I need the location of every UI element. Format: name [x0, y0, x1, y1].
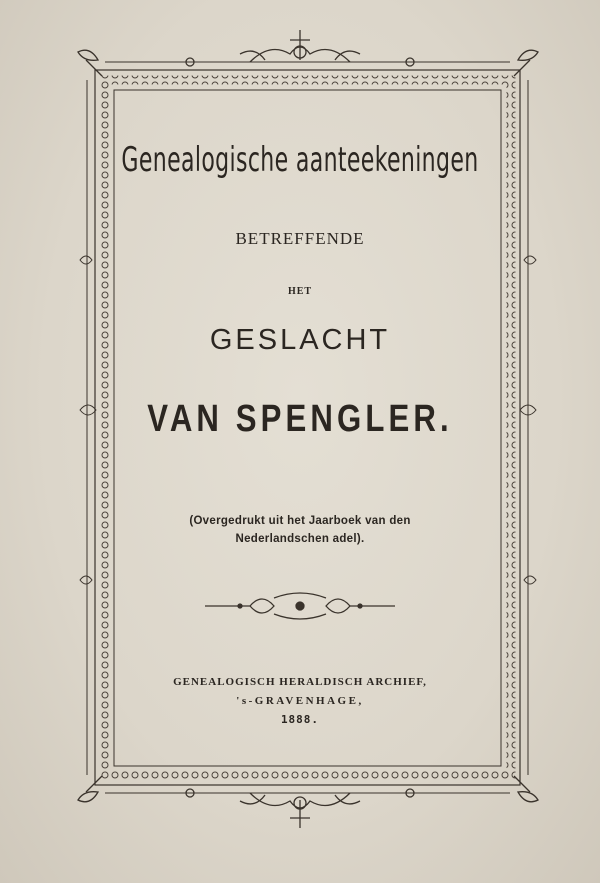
family-name: VAN SPENGLER.: [147, 398, 453, 440]
publication-year: 1888.: [280, 713, 320, 726]
publisher-name: GENEALOGISCH HERALDISCH ARCHIEF,: [173, 676, 427, 688]
fleuron-divider: [205, 593, 395, 619]
reprint-note-line1: (Overgedrukt uit het Jaarboek van den: [189, 515, 411, 527]
bottom-crest-ornament: [240, 793, 360, 828]
subtitle-het: HET: [287, 286, 313, 297]
publisher-city: 's-GRAVENHAGE,: [236, 695, 364, 707]
subtitle-betreffende: BETREFFENDE: [235, 229, 365, 248]
reprint-note-line2: Nederlandschen adel).: [235, 533, 365, 545]
document-title: Genealogische aanteekeningen: [121, 140, 479, 180]
subtitle-geslacht: GESLACHT: [209, 324, 391, 356]
top-crest-ornament: [240, 30, 360, 62]
